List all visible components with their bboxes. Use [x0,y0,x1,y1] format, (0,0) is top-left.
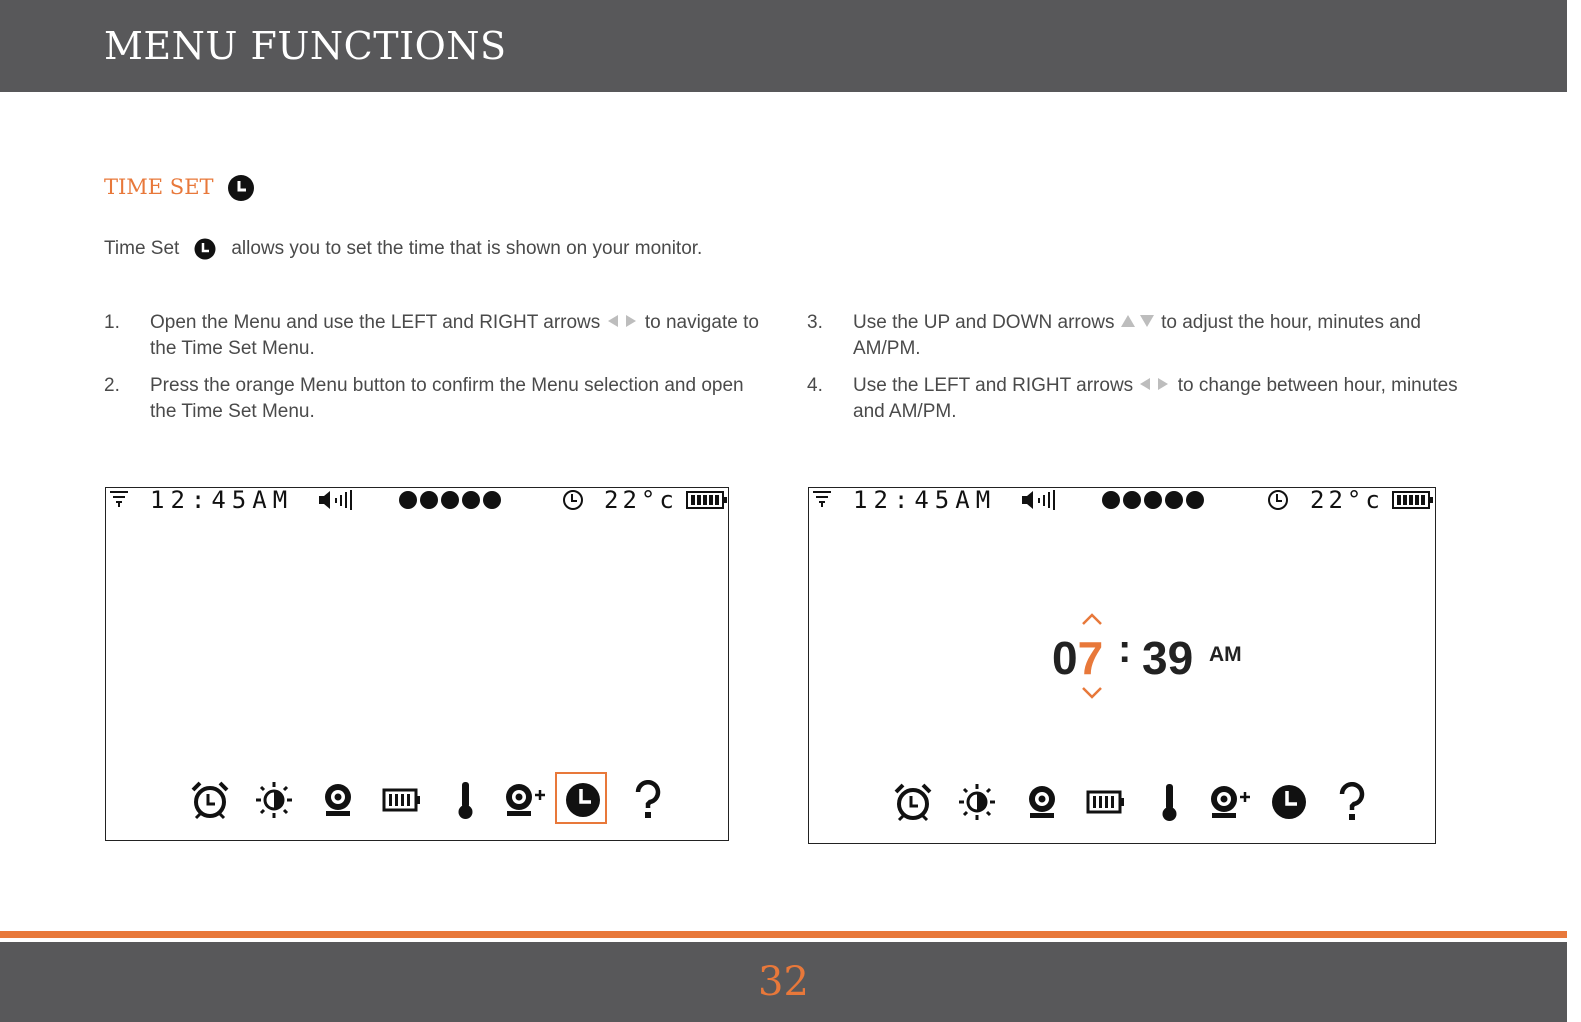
left-right-arrows-icon [606,310,640,336]
list-item: 3. Use the UP and DOWN arrows to adjust the hour, minutes and AM/PM. [807,312,1421,360]
footer-divider [0,931,1567,938]
time-set-hour[interactable]: 07 [1052,632,1104,684]
chevron-down-icon[interactable] [1081,686,1103,705]
clock-icon[interactable] [563,780,603,825]
thermometer-icon[interactable] [1150,782,1190,827]
battery-icon [1392,490,1434,514]
alarm-icon[interactable] [190,780,230,825]
status-bar [809,488,1435,512]
clock-icon [226,172,256,202]
alarm-icon[interactable] [893,782,933,827]
help-icon[interactable] [628,780,668,825]
brightness-icon[interactable] [254,780,294,825]
status-time: 12:45AM [853,486,997,514]
list-item: 1. Open the Menu and use the LEFT and RIGHT arrows to navigate to the Time Set Menu. [104,312,759,360]
status-temperature: 22°c [1310,486,1384,514]
clock-icon[interactable] [1269,782,1309,827]
battery-icon[interactable] [382,780,422,825]
left-right-arrows-icon [1138,373,1172,399]
time-set-period[interactable]: AM [1209,643,1242,666]
signal-icon [110,490,128,512]
clock-icon [1267,489,1289,515]
steps-left [104,310,764,436]
intro-before: Time Set [104,238,180,259]
time-set-separator: : [1118,627,1132,671]
clock-icon [562,489,584,515]
help-icon[interactable] [1332,782,1372,827]
monitor-screen-menu [105,487,729,841]
volume-icon [1021,489,1059,515]
status-time: 12:45AM [150,486,294,514]
add-camera-icon[interactable] [502,780,548,825]
section-title: TIME SET [104,175,214,199]
sound-level-dots [1101,489,1205,515]
battery-icon [686,490,728,514]
thermometer-icon[interactable] [446,780,486,825]
page-number: 32 [758,959,809,1005]
volume-icon [318,489,356,515]
signal-icon [813,490,831,512]
battery-icon[interactable] [1086,782,1126,827]
status-temperature: 22°c [604,486,678,514]
intro-after: allows you to set the time that is shown on your monitor. [231,238,703,259]
page-header [0,0,1567,92]
up-down-arrows-icon [1120,310,1156,336]
chevron-up-icon[interactable] [1081,612,1103,631]
add-camera-icon[interactable] [1207,782,1253,827]
list-item: 2. Press the orange Menu button to confirm the Menu selection and open the Time Set Menu. [104,375,744,423]
time-set-minutes[interactable]: 39 [1142,632,1194,684]
section-heading [104,172,256,202]
list-item: 4. Use the LEFT and RIGHT arrows to change between hour, minutes and AM/PM. [807,375,1458,423]
camera-icon[interactable] [318,780,358,825]
camera-icon[interactable] [1022,782,1062,827]
status-bar [106,488,728,512]
brightness-icon[interactable] [957,782,997,827]
clock-icon [193,234,217,264]
intro-text [104,234,702,264]
monitor-screen-time-set [808,487,1436,844]
page-title: MENU FUNCTIONS [104,24,507,68]
sound-level-dots [398,489,502,515]
steps-right [807,310,1467,436]
